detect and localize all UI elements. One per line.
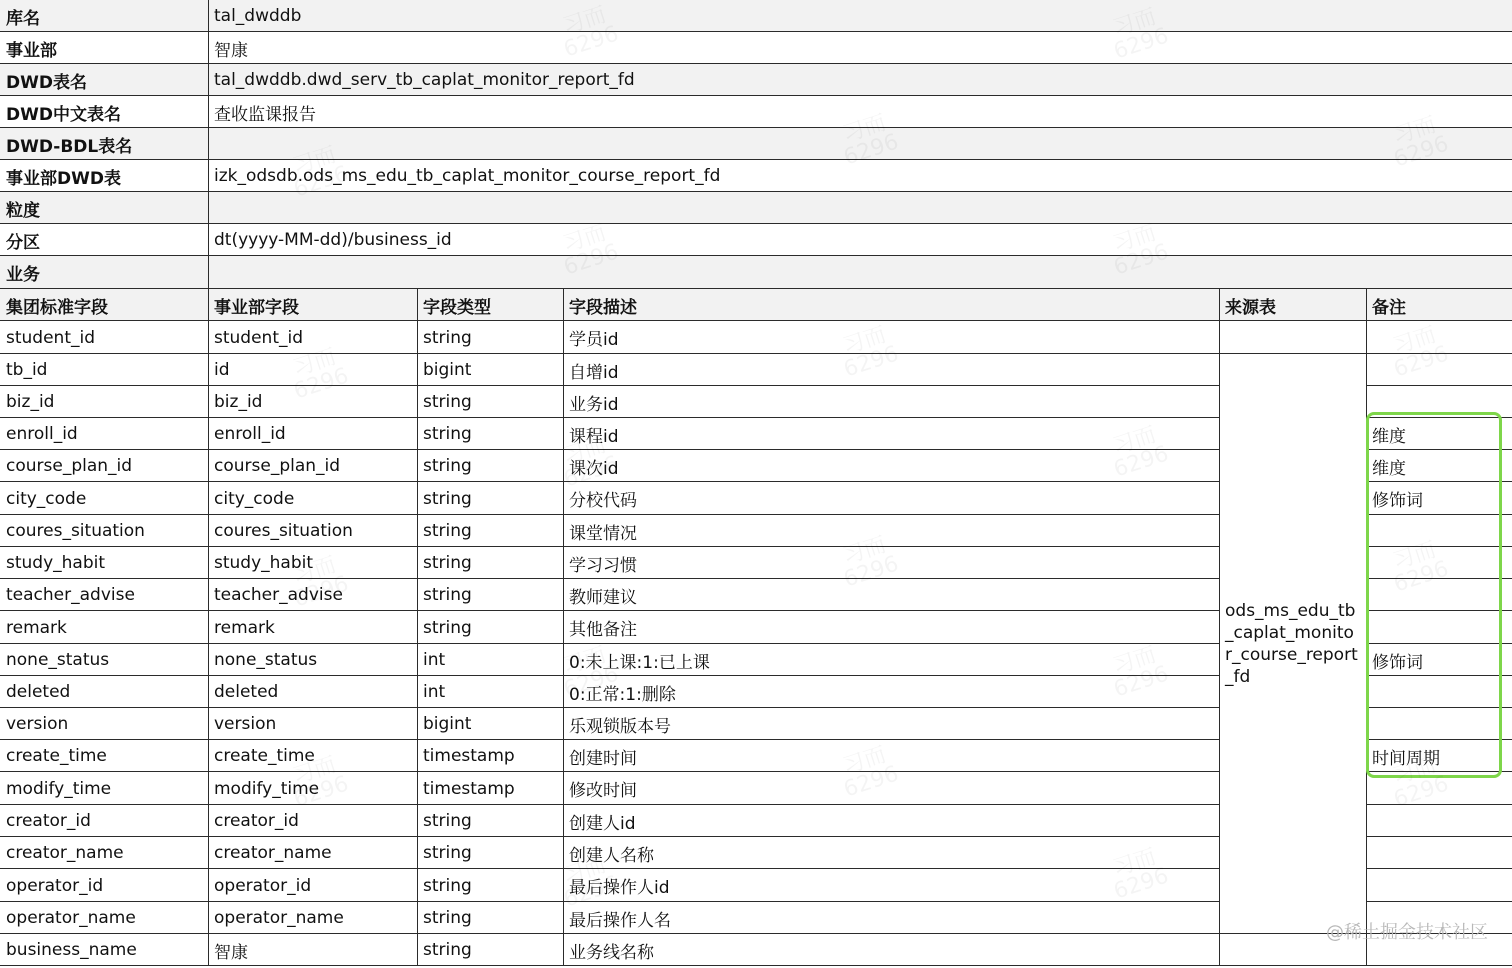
field-std-8-text: teacher_advise	[6, 585, 135, 605]
field-std-14-text: modify_time	[6, 778, 112, 799]
field-dept-3-text: enroll_id	[214, 424, 286, 444]
meta-label-7[interactable]	[0, 224, 208, 256]
grid-row-line	[0, 514, 1219, 515]
meta-label-1-text: 事业部	[6, 40, 57, 61]
field-note-13-text: 时间周期	[1372, 748, 1440, 769]
meta-label-8-text: 业务	[6, 265, 40, 285]
field-type-18[interactable]	[417, 902, 563, 934]
column-header-5-text: 备注	[1372, 297, 1406, 318]
grid-row-line	[1366, 804, 1512, 805]
grid-row-line	[1366, 449, 1512, 450]
field-std-15-text: creator_id	[6, 811, 91, 831]
field-type-17[interactable]	[417, 869, 563, 902]
grid-row-line	[0, 223, 1512, 224]
grid-row-line	[0, 610, 1219, 611]
column-header-2[interactable]	[417, 289, 563, 321]
field-type-16-text: string	[423, 843, 472, 863]
field-dept-1-text: id	[214, 360, 230, 380]
field-desc-12-text: 乐观锁版本号	[569, 716, 671, 737]
grid-row-line	[1366, 739, 1512, 740]
field-note-2[interactable]	[1366, 386, 1512, 418]
field-desc-15-text: 创建人id	[569, 813, 636, 834]
field-note-3[interactable]	[1366, 418, 1512, 450]
field-std-8[interactable]	[0, 579, 208, 611]
field-desc-16-text: 创建人名称	[569, 845, 654, 866]
grid-row-line	[0, 127, 1512, 128]
field-dept-8-text: teacher_advise	[214, 585, 343, 605]
field-std-18[interactable]	[0, 902, 208, 934]
grid-row-line	[1366, 771, 1512, 772]
meta-label-7-text: 分区	[6, 232, 40, 253]
meta-value-5-text: izk_odsdb.ods_ms_edu_tb_caplat_monitor_course_report_fd	[214, 166, 721, 186]
field-type-3-text: string	[423, 424, 472, 444]
field-note-16[interactable]	[1366, 837, 1512, 869]
meta-value-2[interactable]	[208, 64, 1512, 96]
field-type-10-text: int	[423, 650, 446, 670]
field-dept-2-text: biz_id	[214, 392, 263, 412]
field-note-10-text: 修饰词	[1372, 652, 1423, 673]
grid-row-line	[1366, 707, 1512, 708]
field-desc-0[interactable]	[563, 321, 1219, 354]
grid-row-line	[0, 320, 1512, 321]
field-std-7-text: study_habit	[6, 553, 106, 573]
field-note-11[interactable]	[1366, 676, 1512, 708]
grid-col-line	[1366, 289, 1367, 966]
field-type-8[interactable]	[417, 579, 563, 611]
field-dept-16[interactable]	[208, 837, 417, 869]
field-dept-5[interactable]	[208, 482, 417, 515]
grid-row-line	[1366, 514, 1512, 515]
grid-row-line	[1366, 675, 1512, 676]
field-dept-18[interactable]	[208, 902, 417, 934]
grid-col-line	[563, 289, 564, 966]
field-note-19[interactable]	[1366, 934, 1512, 966]
grid-row-line	[0, 288, 1512, 289]
grid-row-line	[1366, 578, 1512, 579]
grid-row-line	[0, 675, 1219, 676]
grid-row-line	[1366, 546, 1512, 547]
grid-row-line	[1366, 417, 1512, 418]
field-std-19[interactable]	[0, 934, 208, 966]
field-std-4[interactable]	[0, 450, 208, 482]
field-type-7-text: string	[423, 553, 472, 573]
field-desc-13[interactable]	[563, 740, 1219, 772]
meta-value-3-text: 查收监课报告	[214, 104, 316, 125]
grid-row-line	[0, 353, 1512, 354]
field-std-2-text: biz_id	[6, 392, 55, 412]
field-desc-11[interactable]	[563, 676, 1219, 708]
field-dept-11[interactable]	[208, 676, 417, 708]
field-note-0[interactable]	[1366, 321, 1512, 354]
field-desc-17-text: 最后操作人id	[569, 878, 670, 898]
field-type-1-text: bigint	[423, 360, 472, 380]
column-header-4-text: 来源表	[1225, 297, 1276, 318]
field-type-1[interactable]	[417, 354, 563, 386]
field-type-19[interactable]	[417, 934, 563, 966]
field-std-4-text: course_plan_id	[6, 456, 133, 476]
meta-value-4[interactable]	[208, 128, 1512, 160]
field-std-0-text: student_id	[6, 327, 96, 348]
field-type-16[interactable]	[417, 837, 563, 869]
meta-label-5-text: 事业部DWD表	[6, 168, 121, 189]
grid-col-line	[1219, 289, 1220, 966]
field-desc-9[interactable]	[563, 611, 1219, 644]
grid-row-line	[0, 578, 1219, 579]
field-type-12-text: bigint	[423, 714, 472, 734]
field-dept-3[interactable]	[208, 418, 417, 450]
field-desc-11-text: 0:正常:1:删除	[569, 684, 676, 705]
field-note-17[interactable]	[1366, 869, 1512, 902]
column-header-4[interactable]	[1219, 289, 1366, 321]
grid-row-line	[0, 449, 1219, 450]
field-dept-13[interactable]	[208, 740, 417, 772]
field-type-3[interactable]	[417, 418, 563, 450]
field-std-17[interactable]	[0, 869, 208, 902]
field-std-10[interactable]	[0, 644, 208, 676]
field-note-4-text: 维度	[1372, 458, 1406, 479]
meta-value-1-text: 智康	[214, 40, 248, 61]
field-std-6[interactable]	[0, 515, 208, 547]
field-desc-8-text: 教师建议	[569, 587, 637, 608]
grid-row-line	[1366, 901, 1512, 902]
meta-value-0[interactable]	[208, 0, 1512, 32]
field-std-5-text: city_code	[6, 488, 87, 509]
field-dept-9[interactable]	[208, 611, 417, 644]
field-dept-1[interactable]	[208, 354, 417, 386]
field-dept-8[interactable]	[208, 579, 417, 611]
field-type-6[interactable]	[417, 515, 563, 547]
field-desc-18-text: 最后操作人名	[569, 910, 671, 931]
field-note-5[interactable]	[1366, 482, 1512, 515]
grid-col-line	[208, 0, 209, 966]
field-type-8-text: string	[423, 585, 472, 605]
field-dept-0[interactable]	[208, 321, 417, 354]
field-std-3-text: enroll_id	[6, 424, 78, 444]
meta-label-4-text: DWD-BDL表名	[6, 136, 133, 157]
field-dept-19-text: 智康	[214, 942, 248, 963]
source-table-cell[interactable]	[1219, 354, 1366, 934]
field-type-17-text: string	[423, 875, 472, 896]
field-dept-10[interactable]	[208, 644, 417, 676]
field-dept-7[interactable]	[208, 547, 417, 579]
field-type-9[interactable]	[417, 611, 563, 644]
field-std-2[interactable]	[0, 386, 208, 418]
meta-value-6[interactable]	[208, 192, 1512, 224]
field-desc-4-text: 课次id	[569, 458, 619, 479]
field-desc-7[interactable]	[563, 547, 1219, 579]
field-type-7[interactable]	[417, 547, 563, 579]
field-desc-1[interactable]	[563, 354, 1219, 386]
field-note-10[interactable]	[1366, 644, 1512, 676]
grid-row-line	[0, 933, 1512, 934]
meta-label-2[interactable]	[0, 64, 208, 96]
field-std-16[interactable]	[0, 837, 208, 869]
field-note-15[interactable]	[1366, 805, 1512, 837]
field-desc-18[interactable]	[563, 902, 1219, 934]
field-dept-6-text: coures_situation	[214, 521, 353, 541]
field-std-11-text: deleted	[6, 682, 71, 702]
field-desc-14[interactable]	[563, 772, 1219, 805]
meta-label-6[interactable]	[0, 192, 208, 224]
meta-value-5[interactable]	[208, 160, 1512, 192]
field-desc-2[interactable]	[563, 386, 1219, 418]
meta-label-1[interactable]	[0, 32, 208, 64]
field-type-4[interactable]	[417, 450, 563, 482]
field-desc-4[interactable]	[563, 450, 1219, 482]
field-type-13[interactable]	[417, 740, 563, 772]
column-header-0-text: 集团标准字段	[6, 297, 108, 318]
field-dept-5-text: city_code	[214, 488, 295, 509]
field-std-10-text: none_status	[6, 650, 110, 670]
meta-label-3-text: DWD中文表名	[6, 104, 121, 125]
grid-row-line	[0, 707, 1219, 708]
grid-row-line	[1366, 481, 1512, 482]
field-note-1[interactable]	[1366, 354, 1512, 386]
field-type-12[interactable]	[417, 708, 563, 740]
grid-row-line	[0, 739, 1219, 740]
field-std-7[interactable]	[0, 547, 208, 579]
column-header-0[interactable]	[0, 289, 208, 321]
meta-label-3[interactable]	[0, 96, 208, 128]
field-desc-19-text: 业务线名称	[569, 942, 654, 963]
grid-row-line	[0, 255, 1512, 256]
grid-row-line	[0, 385, 1219, 386]
site-credit: @稀土掘金技术社区	[1326, 922, 1488, 943]
field-dept-4[interactable]	[208, 450, 417, 482]
meta-label-8[interactable]	[0, 256, 208, 289]
field-desc-16[interactable]	[563, 837, 1219, 869]
grid-row-line	[1366, 610, 1512, 611]
field-type-9-text: string	[423, 617, 472, 638]
field-std-11[interactable]	[0, 676, 208, 708]
column-header-3[interactable]	[563, 289, 1219, 321]
field-desc-14-text: 修改时间	[569, 781, 637, 801]
field-dept-0-text: student_id	[214, 327, 304, 348]
grid-row-line	[0, 417, 1219, 418]
field-std-14[interactable]	[0, 772, 208, 805]
grid-row-line	[1366, 868, 1512, 869]
field-dept-15-text: creator_id	[214, 811, 299, 831]
grid-col-line	[417, 289, 418, 966]
grid-row-line	[0, 31, 1512, 32]
meta-value-7[interactable]	[208, 224, 1512, 256]
field-desc-3-text: 课程id	[569, 426, 619, 447]
meta-label-0[interactable]	[0, 0, 208, 32]
grid-row-line	[0, 643, 1219, 644]
field-desc-1-text: 自增id	[569, 362, 619, 383]
field-desc-5[interactable]	[563, 482, 1219, 515]
field-type-0[interactable]	[417, 321, 563, 354]
field-type-2[interactable]	[417, 386, 563, 418]
field-type-5[interactable]	[417, 482, 563, 515]
column-header-1[interactable]	[208, 289, 417, 321]
field-type-11-text: int	[423, 682, 446, 702]
field-dept-6[interactable]	[208, 515, 417, 547]
field-std-18-text: operator_name	[6, 908, 136, 928]
field-dept-10-text: none_status	[214, 650, 318, 670]
field-type-11[interactable]	[417, 676, 563, 708]
grid-row-line	[0, 95, 1512, 96]
field-std-13-text: create_time	[6, 746, 107, 766]
meta-value-8[interactable]	[208, 256, 1512, 289]
meta-value-7-text: dt(yyyy-MM-dd)/business_id	[214, 230, 452, 250]
field-type-15-text: string	[423, 811, 472, 831]
meta-label-0-text: 库名	[6, 8, 40, 29]
meta-value-1[interactable]	[208, 32, 1512, 64]
field-dept-14[interactable]	[208, 772, 417, 805]
meta-label-4[interactable]	[0, 128, 208, 160]
field-note-9[interactable]	[1366, 611, 1512, 644]
field-note-5-text: 修饰词	[1372, 491, 1423, 511]
field-desc-17[interactable]	[563, 869, 1219, 902]
field-note-4[interactable]	[1366, 450, 1512, 482]
field-type-14[interactable]	[417, 772, 563, 805]
field-type-13-text: timestamp	[423, 746, 515, 766]
field-dept-15[interactable]	[208, 805, 417, 837]
field-note-6[interactable]	[1366, 515, 1512, 547]
grid-row-line	[0, 868, 1219, 869]
field-dept-17-text: operator_id	[214, 875, 312, 896]
field-desc-19[interactable]	[563, 934, 1219, 966]
meta-value-3[interactable]	[208, 96, 1512, 128]
field-std-12[interactable]	[0, 708, 208, 740]
field-type-2-text: string	[423, 392, 472, 412]
field-desc-10[interactable]	[563, 644, 1219, 676]
meta-label-6-text: 粒度	[6, 200, 40, 221]
meta-label-5[interactable]	[0, 160, 208, 192]
field-note-13[interactable]	[1366, 740, 1512, 772]
field-std-3[interactable]	[0, 418, 208, 450]
field-note-7[interactable]	[1366, 547, 1512, 579]
field-std-1[interactable]	[0, 354, 208, 386]
field-std-16-text: creator_name	[6, 843, 124, 863]
field-desc-7-text: 学习习惯	[569, 555, 637, 576]
field-desc-6-text: 课堂情况	[569, 523, 637, 544]
field-std-6-text: coures_situation	[6, 521, 145, 541]
meta-value-2-text: tal_dwddb.dwd_serv_tb_caplat_monitor_report_fd	[214, 70, 635, 90]
field-type-0-text: string	[423, 327, 472, 348]
field-std-12-text: version	[6, 714, 69, 734]
field-note-18[interactable]	[1366, 902, 1512, 934]
grid-row-line	[0, 159, 1512, 160]
field-type-19-text: string	[423, 940, 472, 960]
grid-row-line	[0, 771, 1219, 772]
column-header-5[interactable]	[1366, 289, 1512, 321]
meta-value-0-text: tal_dwddb	[214, 6, 302, 26]
field-type-14-text: timestamp	[423, 778, 515, 799]
field-desc-9-text: 其他备注	[569, 620, 637, 640]
column-header-1-text: 事业部字段	[214, 297, 299, 318]
grid-row-line	[0, 546, 1219, 547]
field-desc-3[interactable]	[563, 418, 1219, 450]
field-type-6-text: string	[423, 521, 472, 541]
field-dept-9-text: remark	[214, 617, 275, 638]
grid-row-line	[0, 836, 1219, 837]
field-dept-4-text: course_plan_id	[214, 456, 341, 476]
field-desc-0-text: 学员id	[569, 330, 619, 350]
column-header-3-text: 字段描述	[569, 297, 637, 318]
field-std-5[interactable]	[0, 482, 208, 515]
field-desc-2-text: 业务id	[569, 394, 619, 415]
grid-row-line	[0, 804, 1219, 805]
field-dept-7-text: study_habit	[214, 553, 314, 573]
field-note-14[interactable]	[1366, 772, 1512, 805]
source-table-text: ods_ms_edu_tb_caplat_monitor_course_report_fd	[1225, 601, 1358, 687]
field-dept-12[interactable]	[208, 708, 417, 740]
field-desc-10-text: 0:未上课:1:已上课	[569, 652, 710, 673]
grid-row-line	[1366, 643, 1512, 644]
field-dept-14-text: modify_time	[214, 778, 320, 799]
field-desc-5-text: 分校代码	[569, 491, 637, 511]
field-desc-6[interactable]	[563, 515, 1219, 547]
grid-row-line	[0, 901, 1219, 902]
field-std-15[interactable]	[0, 805, 208, 837]
field-dept-19[interactable]	[208, 934, 417, 966]
field-dept-18-text: operator_name	[214, 908, 344, 928]
field-std-1-text: tb_id	[6, 360, 48, 380]
field-dept-16-text: creator_name	[214, 843, 332, 863]
grid-row-line	[1366, 836, 1512, 837]
field-std-9[interactable]	[0, 611, 208, 644]
field-note-3-text: 维度	[1372, 426, 1406, 447]
column-header-2-text: 字段类型	[423, 297, 491, 318]
field-std-17-text: operator_id	[6, 875, 104, 896]
field-dept-2[interactable]	[208, 386, 417, 418]
field-desc-15[interactable]	[563, 805, 1219, 837]
field-note-12[interactable]	[1366, 708, 1512, 740]
grid-row-line	[0, 965, 1512, 966]
field-note-8[interactable]	[1366, 579, 1512, 611]
field-std-19-text: business_name	[6, 940, 137, 960]
field-desc-8[interactable]	[563, 579, 1219, 611]
grid-row-line	[1366, 385, 1512, 386]
field-std-0[interactable]	[0, 321, 208, 354]
field-dept-12-text: version	[214, 714, 277, 734]
grid-row-line	[0, 191, 1512, 192]
field-desc-12[interactable]	[563, 708, 1219, 740]
field-type-5-text: string	[423, 488, 472, 509]
field-type-10[interactable]	[417, 644, 563, 676]
field-dept-11-text: deleted	[214, 682, 279, 702]
grid-row-line	[0, 63, 1512, 64]
meta-label-2-text: DWD表名	[6, 72, 87, 93]
grid-row-line	[0, 481, 1219, 482]
field-dept-17[interactable]	[208, 869, 417, 902]
field-std-9-text: remark	[6, 617, 67, 638]
field-dept-13-text: create_time	[214, 746, 315, 766]
field-type-15[interactable]	[417, 805, 563, 837]
field-std-13[interactable]	[0, 740, 208, 772]
field-type-4-text: string	[423, 456, 472, 476]
field-type-18-text: string	[423, 908, 472, 928]
field-desc-13-text: 创建时间	[569, 748, 637, 769]
